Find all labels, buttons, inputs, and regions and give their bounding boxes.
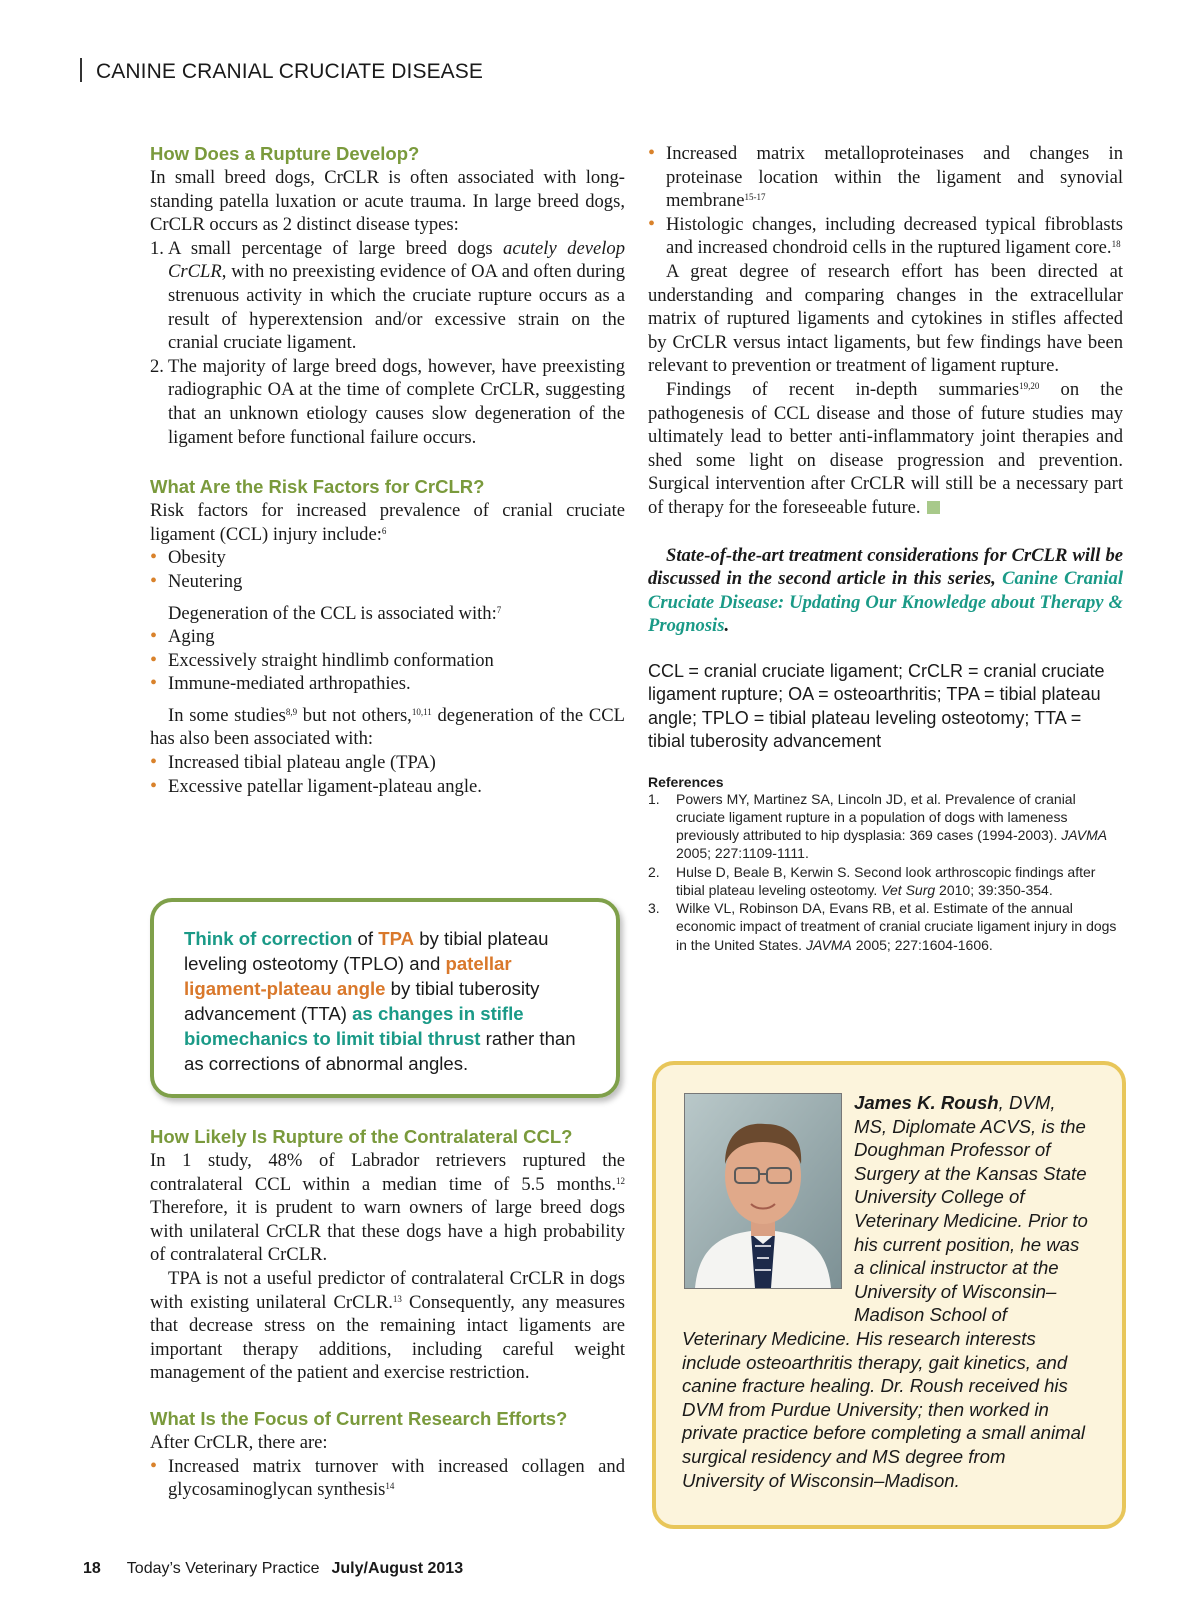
- heading-risk-factors: What Are the Risk Factors for CrCLR?: [150, 476, 485, 498]
- degeneration-intro: Degeneration of the CCL is associated with:$^7$: [168, 602, 502, 624]
- reference-item: 2. Hulse D, Beale B, Kerwin S. Second look arthroscopic findings after tibial plateau leveling osteotomy. Vet Surg 2010; 39:350-354.: [648, 863, 1096, 898]
- running-head-text: CANINE CRANIAL CRUCIATE DISEASE: [96, 60, 484, 83]
- author-bio-box: [652, 1061, 1126, 1529]
- degeneration-bullet-item: • Immune-mediated arthropathies.: [150, 672, 625, 696]
- risk-bullet-item: • Neutering: [150, 570, 625, 594]
- page-number: 18: [83, 1560, 101, 1577]
- studies-intro: In some studies$^{8,9}$ but not others,$^{10,11}$ degeneration of the CCL has also been associated with:: [150, 704, 626, 750]
- left-column-lower: [150, 1125, 625, 1502]
- rupture-item-1: 1. A small percentage of large breed dogs acutely develop CrCLR, with no preexisting evidence of OA and often during strenuous activity in which the cruciate rupture occurs as a result of hyperextension and/or excessive strain on the cranial cruciate ligament.: [150, 237, 625, 354]
- research-bullet: • Increased matrix turnover with increased collagen and glycosaminoglycan synthesis$^{14}$: [150, 1455, 625, 1502]
- risk-intro: Risk factors for increased prevalence of cranial cruciate ligament (CCL) injury include:$^6$: [150, 500, 625, 545]
- research-paragraph-1: A great degree of research effort has been directed at understanding and comparing changes in the extracellular matrix of ruptured ligaments and cytokines in stifles affected by CrCLR versus intact ligaments, but few findings have been relevant to prevention or treatment of ligament rupture.: [648, 260, 1123, 377]
- studies-bullet-item: • Excessive patellar ligament-plateau angle.: [150, 775, 625, 799]
- degeneration-bullet-item: • Aging: [150, 625, 625, 649]
- references-list: [648, 790, 1123, 954]
- publication-name: Today’s Veterinary Practice: [126, 1560, 320, 1577]
- end-mark-icon: [927, 501, 940, 514]
- reference-item: 1. Powers MY, Martinez SA, Lincoln JD, et al. Prevalence of cranial cruciate ligament rupture in a population of dogs with lameness previously attributed to hip dysplasia: 369 cases (1994-2003). JAVMA 2005; 227:1109-1111.: [648, 790, 1108, 862]
- risk-bullet-item: • Obesity: [150, 546, 625, 570]
- research-bullet: • Increased matrix metalloproteinases and changes in proteinase location within the ligament and synovial membrane$^{15-17}$: [648, 142, 1123, 213]
- degeneration-bullet-item: • Excessively straight hindlimb conformation: [150, 649, 625, 673]
- contralateral-p2: TPA is not a useful predictor of contralateral CrCLR in dogs with existing unilateral CrCLR.$^{13}$ Consequently, any measures that decrease stress on the remaining intact ligaments are important therapy additions, including careful weight management of the patient and exercise restriction.: [150, 1267, 625, 1384]
- reference-journal: JAVMA: [1061, 827, 1108, 844]
- reference-number: 3.: [648, 900, 660, 917]
- rupture-intro: In small breed dogs, CrCLR is often associated with long-standing patella luxation or acute trauma. In large breed dogs, CrCLR occurs as 2 distinct disease types:: [150, 167, 625, 236]
- rupture-item-2: 2. The majority of large breed dogs, however, have preexisting radiographic OA at the time of complete CrCLR, suggesting that an unknown etiology causes slow degeneration of the ligament before functional failure occurs.: [150, 355, 625, 448]
- rupture-list: [150, 237, 625, 449]
- studies-bullet-list: [150, 751, 625, 798]
- reference-item: 3. Wilke VL, Robinson DA, Evans RB, et al. Estimate of the annual economic impact of treatment of cranial cruciate ligament injury in dogs in the United States. JAVMA 2005; 227:1604-1606.: [648, 900, 1117, 953]
- author-bio-text: James K. Roush, DVM, MS, Diplomate ACVS, is the Doughman Professor of Surgery at the Kansas State University College of Veterinary Medicine. Prior to his current position, he was a clinical instructor at the University of Wisconsin–Madison School of Veterinary Medicine. His research interests include osteoarthritis therapy, gait kinetics, and canine fracture healing. Dr. Roush received his DVM from Purdue University; then worked in private practice before completing a small animal surgical residency and MS degree from University of Wisconsin–Madison.: [682, 1092, 1088, 1491]
- photo-spacer: [682, 1091, 854, 1307]
- reference-journal: JAVMA: [805, 936, 852, 953]
- author-name: James K. Roush: [854, 1092, 999, 1113]
- contralateral-p1: In 1 study, 48% of Labrador retrievers ruptured the contralateral CCL within a median time of 5.5 months.$^{12}$ Therefore, it is prudent to warn owners of large breed dogs with unilateral CrCLR that these dogs have a high probability of contralateral CrCLR.: [150, 1150, 625, 1266]
- research-bullet-list-cont: [648, 142, 1123, 260]
- reference-number: 2.: [648, 863, 660, 880]
- research-bullet-list: [150, 1455, 625, 1502]
- callout-text: Think of correction of TPA by tibial plateau leveling osteotomy (TPLO) and patellar ligament-plateau angle by tibial tuberosity advancement (TTA) as changes in stifle biomechanics to limit tibial thrust rather than as corrections of abnormal angles.: [184, 928, 576, 1074]
- heading-research: What Is the Focus of Current Research Efforts?: [150, 1407, 568, 1429]
- callout-box: [150, 898, 620, 1098]
- research-bullet: • Histologic changes, including decreased typical fibroblasts and increased chondroid cells in the ruptured ligament core.$^{18}$: [648, 213, 1123, 260]
- left-column: [150, 142, 625, 798]
- series-note: State-of-the-art treatment considerations for CrCLR will be discussed in the second article in this series, Canine Cranial Cruciate Disease: Updating Our Knowledge about Therapy & Prognosis.: [648, 544, 1123, 637]
- studies-bullet-item: • Increased tibial plateau angle (TPA): [150, 751, 625, 775]
- references-title: References: [648, 773, 724, 790]
- research-paragraph-2: Findings of recent in-depth summaries$^{19,20}$ on the pathogenesis of CCL disease and those of future studies may ultimately lead to better anti-inflammatory joint therapies and shed some light on disease progression and prevention. Surgical intervention after CrCLR will still be a necessary part of therapy for the foreseeable future.: [648, 378, 1123, 518]
- heading-rupture: How Does a Rupture Develop?: [150, 143, 420, 164]
- reference-number: 1.: [648, 790, 660, 807]
- risk-bullet-list: [150, 546, 625, 593]
- page-footer: [83, 1560, 463, 1578]
- running-head: [80, 58, 483, 84]
- degeneration-bullet-list: [150, 625, 625, 696]
- running-head-rule: [80, 58, 82, 82]
- reference-journal: Vet Surg: [881, 881, 936, 898]
- series-article-title: Canine Cranial Cruciate Disease: Updating Our Knowledge about Therapy & Prognosis: [648, 568, 1123, 637]
- heading-contralateral: How Likely Is Rupture of the Contralateral CCL?: [150, 1126, 573, 1147]
- right-column: [648, 142, 1123, 954]
- issue-date: July/August 2013: [331, 1560, 464, 1577]
- abbreviations: CCL = cranial cruciate ligament; CrCLR = cranial cruciate ligament rupture; OA = osteoarthritis; TPA = tibial plateau angle; TPLO = tibial plateau leveling osteotomy; TTA = tibial tuberosity advancement: [648, 660, 1105, 752]
- research-intro: After CrCLR, there are:: [150, 1431, 328, 1453]
